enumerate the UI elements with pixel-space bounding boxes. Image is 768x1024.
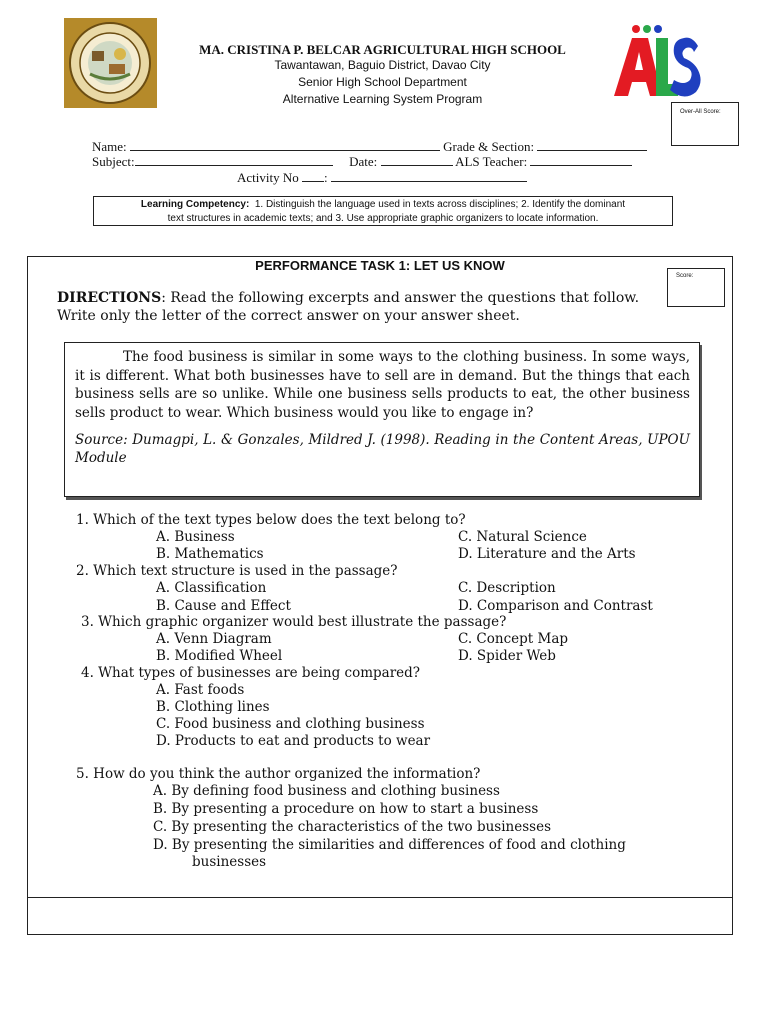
question-3-option: C. Concept Map bbox=[458, 631, 569, 647]
school-seal-logo bbox=[64, 18, 157, 108]
activity-separator: : bbox=[324, 170, 328, 185]
task-divider bbox=[27, 897, 733, 898]
teacher-label: ALS Teacher: bbox=[455, 154, 528, 169]
competency-label: Learning Competency: bbox=[140, 199, 250, 210]
question-3-option: B. Modified Wheel bbox=[156, 648, 283, 664]
overall-score-box[interactable] bbox=[671, 102, 739, 146]
question-2-option: C. Description bbox=[458, 580, 556, 596]
passage-box bbox=[64, 342, 700, 497]
activity-title-field[interactable] bbox=[331, 169, 527, 182]
question-2: 2. Which text structure is used in the passage? bbox=[76, 563, 398, 579]
activity-number-field[interactable] bbox=[302, 169, 324, 182]
competency-text-line2: text structures in academic texts; and 3. Use appropriate graphic organizers to locate information. bbox=[167, 213, 599, 224]
activity-label: Activity No bbox=[237, 170, 299, 185]
directions bbox=[57, 289, 667, 325]
question-3-option: D. Spider Web bbox=[458, 648, 556, 664]
score-label: Score: bbox=[676, 273, 694, 279]
score-box[interactable] bbox=[667, 268, 725, 307]
subject-field[interactable] bbox=[135, 153, 333, 166]
name-label: Name: bbox=[92, 139, 127, 154]
question-5-option: B. By presenting a procedure on how to start a business bbox=[153, 801, 539, 817]
date-field[interactable] bbox=[381, 153, 453, 166]
competency-text-line1: 1. Distinguish the language used in texts across disciplines; 2. Identify the dominant bbox=[254, 199, 626, 210]
overall-score-label: Over-All Score: bbox=[680, 109, 721, 115]
name-field[interactable] bbox=[130, 138, 440, 151]
question-1: 1. Which of the text types below does the text belong to? bbox=[76, 512, 466, 528]
grade-section-field[interactable] bbox=[537, 138, 647, 151]
question-5-option: D. By presenting the similarities and differences of food and clothing bbox=[153, 837, 626, 853]
subject-date-row bbox=[92, 153, 632, 170]
als-logo bbox=[612, 22, 702, 100]
learning-competency-box bbox=[93, 196, 673, 226]
question-5-option-continuation: businesses bbox=[192, 854, 267, 870]
directions-label: DIRECTIONS bbox=[57, 290, 162, 306]
question-2-option: D. Comparison and Contrast bbox=[458, 598, 653, 614]
question-5-option: C. By presenting the characteristics of the two businesses bbox=[153, 819, 551, 835]
directions-text: : Read the following excerpts and answer the questions that follow. Write only the letter of the correct answer on your answer sheet. bbox=[57, 290, 640, 324]
passage-text: The food business is similar in some ways to the clothing business. In some ways, it is different. What both businesses have to sell are in demand. But the things that each business sells are so unlike. While one business sells products to eat, the other business sells product to wear. Which business would you like to engage in? bbox=[75, 349, 690, 421]
question-2-option: B. Cause and Effect bbox=[156, 598, 291, 614]
question-4-option: D. Products to eat and products to wear bbox=[156, 733, 431, 749]
question-5: 5. How do you think the author organized the information? bbox=[76, 766, 481, 782]
date-label: Date: bbox=[349, 154, 378, 169]
grade-section-label: Grade & Section: bbox=[443, 139, 535, 154]
activity-row bbox=[237, 169, 527, 186]
question-5-option: A. By defining food business and clothing business bbox=[153, 783, 500, 799]
question-4: 4. What types of businesses are being compared? bbox=[81, 665, 421, 681]
question-1-option: B. Mathematics bbox=[156, 546, 264, 562]
question-4-option: B. Clothing lines bbox=[156, 699, 270, 715]
passage-source: Source: Dumagpi, L. & Gonzales, Mildred J. (1998). Reading in the Content Areas, UPOU Module bbox=[75, 432, 690, 466]
school-address: Tawantawan, Baguio District, Davao City bbox=[274, 58, 491, 72]
question-1-option: D. Literature and the Arts bbox=[458, 546, 636, 562]
department-name: Senior High School Department bbox=[298, 75, 467, 89]
question-4-option: C. Food business and clothing business bbox=[156, 716, 425, 732]
question-3: 3. Which graphic organizer would best illustrate the passage? bbox=[81, 614, 507, 630]
question-1-option: A. Business bbox=[156, 529, 235, 545]
subject-label: Subject: bbox=[92, 154, 135, 169]
question-1-option: C. Natural Science bbox=[458, 529, 587, 545]
question-3-option: A. Venn Diagram bbox=[156, 631, 272, 647]
question-2-option: A. Classification bbox=[156, 580, 267, 596]
question-4-option: A. Fast foods bbox=[156, 682, 245, 698]
school-name: MA. CRISTINA P. BELCAR AGRICULTURAL HIGH SCHOOL bbox=[199, 42, 566, 57]
teacher-field[interactable] bbox=[530, 153, 632, 166]
task-title: PERFORMANCE TASK 1: LET US KNOW bbox=[255, 258, 505, 273]
program-name: Alternative Learning System Program bbox=[282, 92, 483, 106]
